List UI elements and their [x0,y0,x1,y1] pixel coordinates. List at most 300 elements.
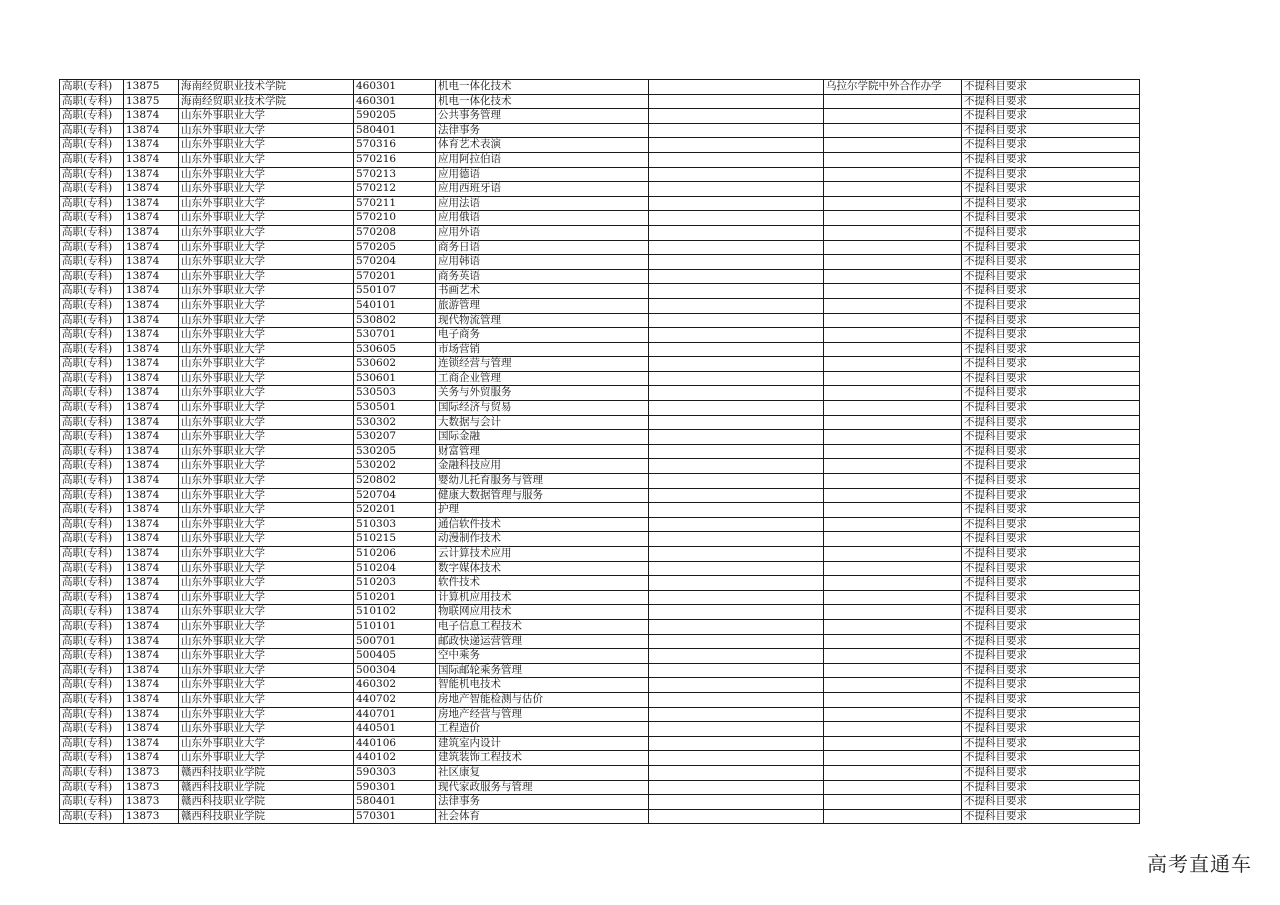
major-code-cell: 500405 [354,649,436,664]
table-row [60,313,1140,328]
school-name-cell: 山东外事职业大学 [179,328,354,343]
note-cell [649,80,824,95]
program-type-cell [824,576,962,591]
major-code-cell: 530605 [354,342,436,357]
school-name-cell: 山东外事职业大学 [179,561,354,576]
subject-requirement-cell: 不提科目要求 [962,386,1140,401]
program-type-cell [824,605,962,620]
major-code-cell: 530202 [354,459,436,474]
level-cell: 高职(专科) [60,503,124,518]
major-name-cell: 电子商务 [436,328,649,343]
note-cell [649,298,824,313]
major-code-cell: 550107 [354,284,436,299]
major-name-cell: 房地产智能检测与估价 [436,692,649,707]
subject-requirement-cell: 不提科目要求 [962,371,1140,386]
school-name-cell: 山东外事职业大学 [179,532,354,547]
note-cell [649,240,824,255]
table-row [60,284,1140,299]
school-code-cell: 13874 [124,678,179,693]
major-code-cell: 510206 [354,547,436,562]
table-row [60,342,1140,357]
major-code-cell: 440106 [354,736,436,751]
major-name-cell: 应用西班牙语 [436,182,649,197]
school-name-cell: 山东外事职业大学 [179,138,354,153]
major-code-cell: 440702 [354,692,436,707]
school-code-cell: 13874 [124,342,179,357]
level-cell: 高职(专科) [60,532,124,547]
major-name-cell: 智能机电技术 [436,678,649,693]
note-cell [649,649,824,664]
level-cell: 高职(专科) [60,780,124,795]
level-cell: 高职(专科) [60,707,124,722]
table-row [60,152,1140,167]
subject-requirement-cell: 不提科目要求 [962,109,1140,124]
school-name-cell: 山东外事职业大学 [179,225,354,240]
major-code-cell: 530302 [354,415,436,430]
table-row [60,94,1140,109]
program-type-cell [824,240,962,255]
school-code-cell: 13875 [124,94,179,109]
school-code-cell: 13874 [124,196,179,211]
program-type-cell [824,284,962,299]
school-code-cell: 13873 [124,765,179,780]
subject-requirement-cell: 不提科目要求 [962,765,1140,780]
school-code-cell: 13874 [124,167,179,182]
school-code-cell: 13874 [124,415,179,430]
school-name-cell: 山东外事职业大学 [179,576,354,591]
note-cell [649,547,824,562]
table-row [60,430,1140,445]
school-name-cell: 山东外事职业大学 [179,415,354,430]
school-code-cell: 13874 [124,576,179,591]
major-code-cell: 570212 [354,182,436,197]
subject-requirement-cell: 不提科目要求 [962,678,1140,693]
subject-requirement-cell: 不提科目要求 [962,561,1140,576]
table-row [60,415,1140,430]
note-cell [649,342,824,357]
school-name-cell: 山东外事职业大学 [179,167,354,182]
major-code-cell: 510102 [354,605,436,620]
level-cell: 高职(专科) [60,225,124,240]
subject-requirement-cell: 不提科目要求 [962,780,1140,795]
note-cell [649,780,824,795]
school-name-cell: 赣西科技职业学院 [179,795,354,810]
table-row [60,269,1140,284]
major-name-cell: 数字媒体技术 [436,561,649,576]
program-type-cell [824,561,962,576]
school-code-cell: 13874 [124,182,179,197]
level-cell: 高职(专科) [60,722,124,737]
major-code-cell: 500701 [354,634,436,649]
major-name-cell: 财富管理 [436,444,649,459]
watermark-text: 高考直通车 [1147,852,1252,876]
school-code-cell: 13874 [124,634,179,649]
level-cell: 高职(专科) [60,94,124,109]
subject-requirement-cell: 不提科目要求 [962,269,1140,284]
level-cell: 高职(专科) [60,80,124,95]
school-code-cell: 13874 [124,649,179,664]
school-name-cell: 山东外事职业大学 [179,619,354,634]
subject-requirement-cell: 不提科目要求 [962,795,1140,810]
level-cell: 高职(专科) [60,357,124,372]
major-code-cell: 570201 [354,269,436,284]
level-cell: 高职(专科) [60,240,124,255]
major-code-cell: 460301 [354,80,436,95]
subject-requirement-cell: 不提科目要求 [962,401,1140,416]
subject-requirement-cell: 不提科目要求 [962,182,1140,197]
subject-requirement-cell: 不提科目要求 [962,722,1140,737]
level-cell: 高职(专科) [60,167,124,182]
table-row [60,722,1140,737]
level-cell: 高职(专科) [60,328,124,343]
school-code-cell: 13874 [124,692,179,707]
subject-requirement-cell: 不提科目要求 [962,255,1140,270]
school-code-cell: 13874 [124,225,179,240]
table-row [60,371,1140,386]
note-cell [649,444,824,459]
table-row [60,503,1140,518]
table-row [60,809,1140,824]
school-name-cell: 山东外事职业大学 [179,269,354,284]
level-cell: 高职(专科) [60,196,124,211]
major-code-cell: 570204 [354,255,436,270]
level-cell: 高职(专科) [60,474,124,489]
subject-requirement-cell: 不提科目要求 [962,619,1140,634]
table-row [60,444,1140,459]
major-code-cell: 500304 [354,663,436,678]
program-type-cell [824,313,962,328]
program-type-cell [824,809,962,824]
major-code-cell: 570301 [354,809,436,824]
program-type-cell [824,678,962,693]
major-name-cell: 动漫制作技术 [436,532,649,547]
subject-requirement-cell: 不提科目要求 [962,503,1140,518]
program-type-cell [824,634,962,649]
major-name-cell: 物联网应用技术 [436,605,649,620]
note-cell [649,503,824,518]
note-cell [649,371,824,386]
major-name-cell: 国际金融 [436,430,649,445]
program-type-cell [824,109,962,124]
table-row [60,196,1140,211]
major-code-cell: 520704 [354,488,436,503]
note-cell [649,401,824,416]
note-cell [649,751,824,766]
major-code-cell: 570208 [354,225,436,240]
school-name-cell: 山东外事职业大学 [179,503,354,518]
school-code-cell: 13874 [124,590,179,605]
school-name-cell: 山东外事职业大学 [179,298,354,313]
major-code-cell: 460302 [354,678,436,693]
note-cell [649,474,824,489]
school-name-cell: 山东外事职业大学 [179,152,354,167]
subject-requirement-cell: 不提科目要求 [962,517,1140,532]
program-type-cell [824,94,962,109]
subject-requirement-cell: 不提科目要求 [962,342,1140,357]
major-name-cell: 应用韩语 [436,255,649,270]
school-name-cell: 山东外事职业大学 [179,182,354,197]
school-name-cell: 海南经贸职业技术学院 [179,94,354,109]
major-name-cell: 书画艺术 [436,284,649,299]
program-type-cell [824,225,962,240]
school-code-cell: 13874 [124,474,179,489]
major-code-cell: 530503 [354,386,436,401]
subject-requirement-cell: 不提科目要求 [962,298,1140,313]
major-name-cell: 应用德语 [436,167,649,182]
table-row [60,561,1140,576]
major-code-cell: 510303 [354,517,436,532]
program-type-cell [824,751,962,766]
table-row [60,138,1140,153]
school-code-cell: 13873 [124,780,179,795]
table-row [60,576,1140,591]
school-name-cell: 山东外事职业大学 [179,517,354,532]
program-type-cell [824,152,962,167]
major-code-cell: 590205 [354,109,436,124]
school-code-cell: 13874 [124,328,179,343]
program-type-cell [824,328,962,343]
major-name-cell: 应用俄语 [436,211,649,226]
level-cell: 高职(专科) [60,182,124,197]
table-row [60,532,1140,547]
table-row [60,634,1140,649]
school-code-cell: 13874 [124,561,179,576]
subject-requirement-cell: 不提科目要求 [962,590,1140,605]
note-cell [649,138,824,153]
school-name-cell: 山东外事职业大学 [179,634,354,649]
school-name-cell: 山东外事职业大学 [179,386,354,401]
level-cell: 高职(专科) [60,298,124,313]
school-code-cell: 13874 [124,722,179,737]
program-type-cell [824,167,962,182]
subject-requirement-cell: 不提科目要求 [962,328,1140,343]
program-type-cell [824,182,962,197]
school-code-cell: 13874 [124,109,179,124]
level-cell: 高职(专科) [60,255,124,270]
table-row [60,182,1140,197]
program-type-cell [824,517,962,532]
major-code-cell: 580401 [354,795,436,810]
major-name-cell: 计算机应用技术 [436,590,649,605]
major-name-cell: 机电一体化技术 [436,94,649,109]
program-type-cell [824,663,962,678]
table-row [60,386,1140,401]
major-code-cell: 590301 [354,780,436,795]
school-code-cell: 13874 [124,298,179,313]
program-type-cell [824,795,962,810]
major-code-cell: 530601 [354,371,436,386]
school-name-cell: 山东外事职业大学 [179,474,354,489]
school-code-cell: 13874 [124,503,179,518]
note-cell [649,576,824,591]
subject-requirement-cell: 不提科目要求 [962,532,1140,547]
level-cell: 高职(专科) [60,765,124,780]
school-name-cell: 山东外事职业大学 [179,371,354,386]
level-cell: 高职(专科) [60,605,124,620]
school-code-cell: 13874 [124,401,179,416]
program-type-cell [824,707,962,722]
major-code-cell: 440102 [354,751,436,766]
level-cell: 高职(专科) [60,751,124,766]
major-code-cell: 440501 [354,722,436,737]
school-name-cell: 山东外事职业大学 [179,488,354,503]
major-code-cell: 440701 [354,707,436,722]
table-row [60,167,1140,182]
table-row [60,649,1140,664]
program-type-cell [824,780,962,795]
school-name-cell: 山东外事职业大学 [179,211,354,226]
table-row [60,765,1140,780]
note-cell [649,722,824,737]
table-row [60,474,1140,489]
note-cell [649,692,824,707]
major-name-cell: 婴幼儿托育服务与管理 [436,474,649,489]
note-cell [649,255,824,270]
major-name-cell: 市场营销 [436,342,649,357]
table-row [60,211,1140,226]
school-name-cell: 赣西科技职业学院 [179,809,354,824]
major-code-cell: 570210 [354,211,436,226]
program-type-cell [824,532,962,547]
program-type-cell [824,255,962,270]
subject-requirement-cell: 不提科目要求 [962,692,1140,707]
program-type-cell [824,298,962,313]
major-name-cell: 连锁经营与管理 [436,357,649,372]
major-code-cell: 530205 [354,444,436,459]
note-cell [649,415,824,430]
program-type-cell [824,444,962,459]
table-row [60,692,1140,707]
level-cell: 高职(专科) [60,590,124,605]
major-name-cell: 软件技术 [436,576,649,591]
major-code-cell: 570216 [354,152,436,167]
major-code-cell: 510101 [354,619,436,634]
subject-requirement-cell: 不提科目要求 [962,196,1140,211]
school-name-cell: 山东外事职业大学 [179,123,354,138]
program-type-cell [824,474,962,489]
note-cell [649,386,824,401]
note-cell [649,269,824,284]
table-row [60,255,1140,270]
major-code-cell: 510201 [354,590,436,605]
note-cell [649,284,824,299]
note-cell [649,182,824,197]
table-row [60,547,1140,562]
table-row [60,240,1140,255]
major-name-cell: 法律事务 [436,795,649,810]
school-name-cell: 山东外事职业大学 [179,707,354,722]
table-row [60,109,1140,124]
note-cell [649,488,824,503]
major-code-cell: 530701 [354,328,436,343]
school-code-cell: 13874 [124,284,179,299]
school-name-cell: 赣西科技职业学院 [179,780,354,795]
school-code-cell: 13874 [124,152,179,167]
major-code-cell: 580401 [354,123,436,138]
major-code-cell: 530501 [354,401,436,416]
major-code-cell: 590303 [354,765,436,780]
subject-requirement-cell: 不提科目要求 [962,736,1140,751]
level-cell: 高职(专科) [60,313,124,328]
level-cell: 高职(专科) [60,371,124,386]
table-row [60,736,1140,751]
major-name-cell: 公共事务管理 [436,109,649,124]
note-cell [649,94,824,109]
program-type-cell [824,138,962,153]
major-code-cell: 570316 [354,138,436,153]
level-cell: 高职(专科) [60,459,124,474]
school-code-cell: 13874 [124,605,179,620]
subject-requirement-cell: 不提科目要求 [962,707,1140,722]
note-cell [649,561,824,576]
major-name-cell: 商务英语 [436,269,649,284]
school-code-cell: 13874 [124,517,179,532]
subject-requirement-cell: 不提科目要求 [962,284,1140,299]
note-cell [649,809,824,824]
note-cell [649,123,824,138]
major-code-cell: 460301 [354,94,436,109]
level-cell: 高职(专科) [60,795,124,810]
major-code-cell: 540101 [354,298,436,313]
program-type-cell [824,357,962,372]
major-name-cell: 现代物流管理 [436,313,649,328]
major-name-cell: 工程造价 [436,722,649,737]
major-name-cell: 现代家政服务与管理 [436,780,649,795]
school-code-cell: 13873 [124,795,179,810]
school-code-cell: 13874 [124,751,179,766]
note-cell [649,211,824,226]
level-cell: 高职(专科) [60,678,124,693]
subject-requirement-cell: 不提科目要求 [962,634,1140,649]
note-cell [649,430,824,445]
school-name-cell: 山东外事职业大学 [179,196,354,211]
school-name-cell: 山东外事职业大学 [179,692,354,707]
subject-requirement-cell: 不提科目要求 [962,474,1140,489]
program-type-cell [824,722,962,737]
program-type-cell [824,401,962,416]
program-type-cell [824,736,962,751]
note-cell [649,313,824,328]
table-row [60,795,1140,810]
note-cell [649,765,824,780]
school-code-cell: 13873 [124,809,179,824]
school-name-cell: 山东外事职业大学 [179,444,354,459]
major-code-cell: 520201 [354,503,436,518]
subject-requirement-cell: 不提科目要求 [962,225,1140,240]
school-code-cell: 13875 [124,80,179,95]
major-name-cell: 机电一体化技术 [436,80,649,95]
subject-requirement-cell: 不提科目要求 [962,547,1140,562]
note-cell [649,634,824,649]
table-row [60,780,1140,795]
subject-requirement-cell: 不提科目要求 [962,751,1140,766]
subject-requirement-cell: 不提科目要求 [962,649,1140,664]
school-name-cell: 山东外事职业大学 [179,459,354,474]
major-name-cell: 国际经济与贸易 [436,401,649,416]
school-name-cell: 山东外事职业大学 [179,401,354,416]
subject-requirement-cell: 不提科目要求 [962,605,1140,620]
school-code-cell: 13874 [124,488,179,503]
school-name-cell: 山东外事职业大学 [179,430,354,445]
school-name-cell: 山东外事职业大学 [179,736,354,751]
note-cell [649,663,824,678]
school-name-cell: 山东外事职业大学 [179,342,354,357]
school-name-cell: 山东外事职业大学 [179,547,354,562]
school-name-cell: 赣西科技职业学院 [179,765,354,780]
school-code-cell: 13874 [124,240,179,255]
school-code-cell: 13874 [124,123,179,138]
note-cell [649,109,824,124]
